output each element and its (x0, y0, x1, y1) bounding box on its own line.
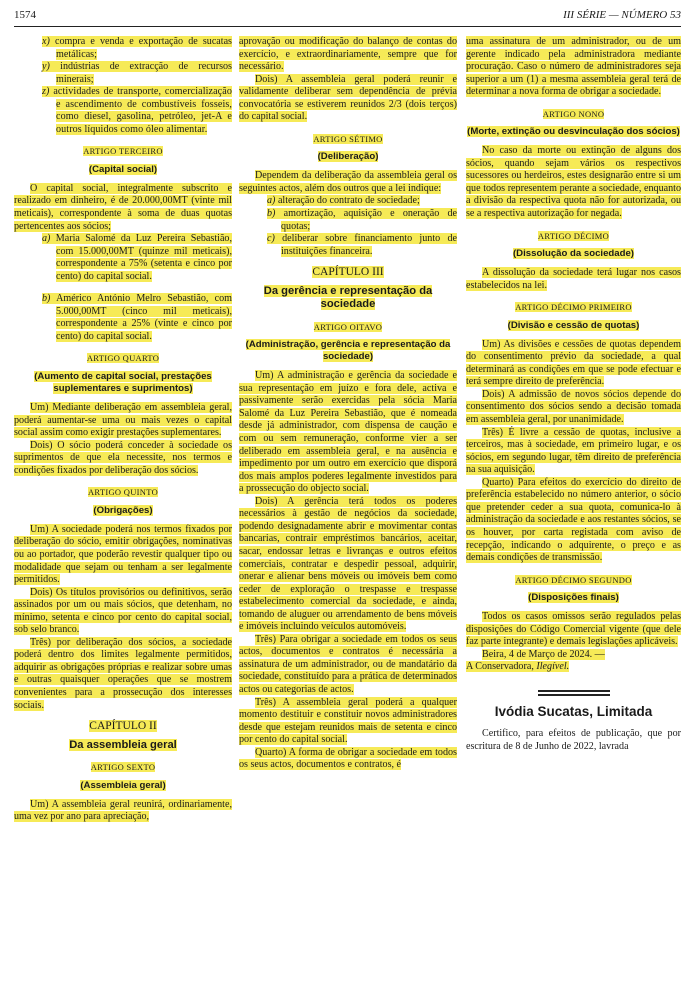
article-subtitle: (Dissolução da sociedade) (512, 248, 635, 260)
article-heading: ARTIGO DÉCIMO SEGUNDO (515, 574, 632, 585)
article-heading: ARTIGO QUARTO (86, 353, 160, 364)
article-heading: ARTIGO DÉCIMO (537, 230, 610, 241)
article-subtitle: (Deliberação) (317, 151, 379, 163)
paragraph: Dois) O sócio poderá conceder à sociedade os suprimentos de que ela necessite, nos termos e condições fixados por deliberação dos sócios. (14, 439, 232, 476)
paragraph: Um) A administração e gerência da sociedade e sua representação em juízo e fora dele, activa e passivamente serão exercidas pela sócia Maria Salomé da Luz Pereira Sebastião, que é nomeada desde já administrador, com dispensa de caução e com ou sem remuneração, conforme vier a ser deliberado em assembleia geral, e na ausência e impedimento por um outro em exercício que disporá dos mais amplos poderes legalmente investidos para a prossecução do objecto social. (239, 370, 457, 495)
paragraph: Dois) A assembleia geral poderá reunir e validamente deliberar sem dependência de prévia convocatória se estiverem reunidos 2/3 (dois terços) do capital social. (239, 73, 457, 123)
article-heading: ARTIGO TERCEIRO (83, 146, 163, 157)
paragraph: Dependem da deliberação da assembleia geral os seguintes actos, além dos outros que a lei indique: (239, 170, 457, 194)
paragraph: aprovação ou modificação do balanço de contas do exercício, e extraordinariamente, sempre que for necessário. (239, 36, 457, 73)
article-subtitle: (Administração, gerência e representação da sociedade) (245, 339, 451, 363)
list-item: a) alteração do contrato de sociedade; (267, 195, 420, 207)
chapter-subtitle: Da gerência e representação da sociedade (263, 284, 433, 311)
paragraph: Um) As divisões e cessões de quotas dependem do consentimento prévio da sociedade, a qual determinará as condições em que se pode efectuar e terá sempre direito de preferência. (466, 338, 681, 388)
paragraph: A dissolução da sociedade terá lugar nos casos estabelecidos na lei. (466, 267, 681, 291)
chapter-heading: CAPÍTULO II (89, 720, 157, 733)
paragraph: Três) por deliberação dos sócios, a sociedade poderá dentro dos limites legalmente permitidos, adquirir as obrigações próprias e realizar sobre umas e outras quaisquer operações que se mostrem convenientes para a prossecução dos interesses sociais. (14, 636, 232, 711)
list-item: c) deliberar sobre financiamento junto de instituições financeira. (267, 233, 457, 257)
column-3 (466, 36, 681, 990)
list-item: b) Américo António Melro Sebastião, com 5.000,00MT (cinco mil meticais), correspondente a 25% (vinte e cinco por cento) do capital social. (42, 293, 232, 342)
article-subtitle: (Aumento de capital social, prestações suplementares e suprimentos) (34, 371, 212, 395)
company-name-heading: Ivódia Sucatas, Limitada (494, 703, 653, 719)
paragraph: Um) Mediante deliberação em assembleia geral, poderá aumentar-se uma ou mais vezes o capital social assim como exigir prestações suplementares. (14, 402, 232, 439)
article-heading: ARTIGO SÉTIMO (313, 133, 383, 144)
article-subtitle: (Disposições finais) (528, 592, 619, 604)
article-heading: ARTIGO SEXTO (90, 762, 156, 773)
list-item: y) indústrias de extracção de recursos minerais; (42, 61, 232, 85)
article-heading: ARTIGO NONO (542, 108, 605, 119)
signature-date: Beira, 4 de Março de 2024. — (482, 648, 605, 660)
paragraph: Três) É livre a cessão de quotas, inclusive a terceiros, mas à sociedade, em primeiro lugar, e os sócios, em segundo lugar, têm direito de preferência na sua aquisição. (466, 426, 681, 476)
chapter-subtitle: Da assembleia geral (69, 738, 177, 751)
article-subtitle: (Assembleia geral) (80, 779, 166, 791)
article-subtitle: (Obrigações) (93, 504, 153, 516)
paragraph: No caso da morte ou extinção de alguns dos sócios, quando sejam vários os respectivos sucessores ou herdeiros, estes designarão entre si um que todos representem perante a sociedade, enquanto a divisão da respectiva quota não for autorizada, ou se a respectiva autorização for negada. (466, 145, 681, 220)
paragraph: Dois) A gerência terá todos os poderes necessários à gestão de negócios da sociedade, podendo designadamente abrir e movimentar contas bancarias, contrair empréstimos bancários, aceitar, sacar, endossar letras e livranças e outros efeitos comerciais, contratar e despedir pessoal, adquirir, onerar e alienar bens móveis ou imóveis bem como ceder de exploração o trespasse e trespasse estabelecimento comercial da sociedade, e ainda, tomando de aluguer ou arrendamento de bens móveis e imóveis incluindo veículos automóveis. (239, 495, 457, 633)
article-heading: ARTIGO OITAVO (313, 321, 383, 332)
article-heading: ARTIGO QUINTO (87, 487, 159, 498)
list-item: b) amortização, aquisição e oneração de quotas; (267, 208, 457, 232)
paragraph: Todos os casos omissos serão regulados pelas disposições do Código Comercial vigente (que dele faz parte integrante) e demais legislações aplicáveis. (466, 611, 681, 648)
paragraph: uma assinatura de um administrador, ou de um gerente indicado pela administradora mediante procuração. Caso o número de administradores seja superior a um (1) a mesma assembleia geral terá de determinar a nova forma de obrigar a sociedade. (466, 36, 681, 98)
column-1 (14, 36, 232, 990)
article-heading: ARTIGO DÉCIMO PRIMEIRO (515, 302, 632, 313)
series-number: III SÉRIE — NÚMERO 53 (563, 9, 681, 21)
paragraph: Três) Para obrigar a sociedade em todos os seus actos, documentos e contratos é necessária a assinatura de um administrador, ou de mandatário da sociedade, constituído para a prática de determinados actos ou categorias de actos. (239, 633, 457, 695)
paragraph: Certifico, para efeitos de publicação, que por escritura de 8 de Junho de 2022, lavrada (466, 728, 681, 752)
list-item: z) actividades de transporte, comercialização e ascendimento de combustíveis fosseis, como diesel, gasolina, petróleo, jet-A e outros líquidos como óleo alimentar. (42, 86, 232, 135)
list-item: a) Maria Salomé da Luz Pereira Sebastião, com 15.000,00MT (quinze mil meticais), correspondente a 75% (setenta e cinco por cento) do capital social. (42, 233, 232, 282)
signature-line: A Conservadora, Ilegível. (466, 661, 570, 673)
paragraph: Três) A assembleia geral poderá a qualquer momento destituir e constituir novos administradores desde que estejam reunidos mais de setenta e cinco por cento do capital social. (239, 696, 457, 746)
paragraph: O capital social, integralmente subscrito e realizado em dinheiro, é de 20.000,00MT (vinte mil meticais), correspondente à soma de duas quotas pertencentes aos sócios; (14, 182, 232, 232)
paragraph: Um) A assembleia geral reunirá, ordinariamente, uma vez por ano para apreciação, (14, 798, 232, 823)
article-subtitle: (Divisão e cessão de quotas) (507, 319, 640, 331)
list-item: x) compra e venda e exportação de sucatas metálicas; (42, 36, 232, 60)
paragraph: Quarto) Para efeitos do exercício do direito de preferência estabelecido no número anterior, o sócio que pretender ceder a sua quota, comunica-lo à administração da sociedade e aos restantes sócios, se os houver, por carta registada com aviso de recepção, indicando o adquirente, o preço e as demais condições de transmissão. (466, 476, 681, 564)
page-header (14, 8, 681, 27)
article-subtitle: (Morte, extinção ou desvinculação dos sócios) (467, 126, 680, 138)
article-subtitle: (Capital social) (88, 163, 158, 175)
column-2 (239, 36, 457, 990)
paragraph: Um) A sociedade poderá nos termos fixados por deliberação do sócio, emitir obrigações, nominativas ou ao portador, que poderão revestir qualquer tipo ou modalidade que sejam ou tenham a ser legalmente permitidos. (14, 523, 232, 586)
chapter-heading: CAPÍTULO III (312, 266, 384, 279)
paragraph: Dois) Os títulos provisórios ou definitivos, serão assinados por um ou mais sócios, que detenham, no mínimo, setenta e cinco por cento do capital social, sob selo branco. (14, 586, 232, 636)
paragraph: Quarto) A forma de obrigar a sociedade em todos os seus actos, documentos e contratos, é (239, 746, 457, 771)
paragraph: Dois) A admissão de novos sócios depende do consentimento dos sócios sendo a decisão tomada em assembleia geral, por unanimidade. (466, 388, 681, 426)
separator-rule (538, 690, 610, 696)
page-number: 1574 (14, 9, 36, 21)
